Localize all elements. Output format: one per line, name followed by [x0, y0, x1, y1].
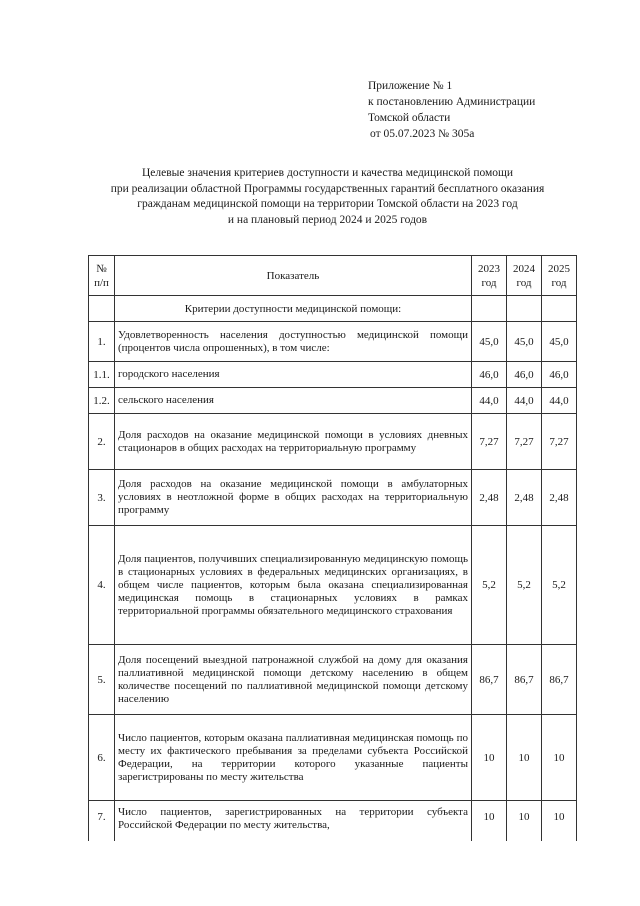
section-empty-cell — [472, 296, 507, 322]
row-value-2025: 10 — [542, 715, 577, 801]
table-row — [89, 715, 577, 801]
row-indicator: Удовлетворенность населения доступностью медицинской помощи (процентов числа опрошенных), в том числе: — [115, 322, 472, 362]
row-num: 1.1. — [89, 362, 115, 388]
row-indicator: Доля пациентов, получивших специализированную медицинскую помощь в стационарных условиях в федеральных медицинских организациях, в общем числе пациентов, которым была оказана специализированная медицинская помощь в стационарных условиях в рамках территориальной программы обязательного медицинского страхования — [115, 526, 472, 645]
header-num: № п/п — [89, 256, 115, 296]
row-value-2024: 2,48 — [507, 470, 542, 526]
table-row — [89, 322, 577, 362]
row-num: 3. — [89, 470, 115, 526]
appendix-line: Приложение № 1 — [368, 80, 453, 92]
appendix-line: Томской области — [368, 112, 451, 124]
row-value-2024: 10 — [507, 715, 542, 801]
row-value-2023: 46,0 — [472, 362, 507, 388]
row-value-2023: 44,0 — [472, 388, 507, 414]
table-row — [89, 362, 577, 388]
row-value-2023: 2,48 — [472, 470, 507, 526]
header-indicator: Показатель — [115, 256, 472, 296]
row-indicator: Доля расходов на оказание медицинской помощи в условиях дневных стационаров в общих расходах на территориальную программу — [115, 414, 472, 470]
row-indicator: Число пациентов, которым оказана паллиативная медицинская помощь по месту их фактического пребывания за пределами субъекта Российской Федерации, на территории которого указанные пациенты зарегистрированы по месту жительства — [115, 715, 472, 801]
table-row — [89, 645, 577, 715]
row-value-2025: 5,2 — [542, 526, 577, 645]
appendix-line: к постановлению Администрации — [368, 96, 536, 108]
table-row — [89, 526, 577, 645]
row-value-2024: 46,0 — [507, 362, 542, 388]
row-value-2025: 7,27 — [542, 414, 577, 470]
table-row — [89, 414, 577, 470]
row-value-2024: 45,0 — [507, 322, 542, 362]
row-indicator: Доля посещений выездной патронажной службой на дому для оказания паллиативной медицинской помощи детскому населению в общем количестве посещений по паллиативной медицинской помощи детскому населению — [115, 645, 472, 715]
section-title: Критерии доступности медицинской помощи: — [115, 296, 472, 322]
section-row — [89, 296, 577, 322]
row-num: 1. — [89, 322, 115, 362]
row-value-2024: 86,7 — [507, 645, 542, 715]
header-2023: 2023 год — [472, 256, 507, 296]
appendix-line: от 05.07.2023 № 305а — [370, 128, 475, 140]
title-line: гражданам медицинской помощи на территории Томской области на 2023 год — [137, 198, 518, 210]
criteria-table — [88, 255, 577, 841]
row-value-2023: 10 — [472, 715, 507, 801]
section-empty-cell — [542, 296, 577, 322]
row-value-2024: 5,2 — [507, 526, 542, 645]
row-num: 6. — [89, 715, 115, 801]
row-value-2023: 5,2 — [472, 526, 507, 645]
row-value-2024: 10 — [507, 801, 542, 841]
row-value-2025: 10 — [542, 801, 577, 841]
row-value-2023: 10 — [472, 801, 507, 841]
section-empty-cell — [507, 296, 542, 322]
row-indicator: Число пациентов, зарегистрированных на территории субъекта Российской Федерации по месту жительства, — [115, 801, 472, 841]
table-row — [89, 388, 577, 414]
row-value-2025: 45,0 — [542, 322, 577, 362]
row-num: 4. — [89, 526, 115, 645]
row-indicator: сельского населения — [115, 388, 472, 414]
row-num: 7. — [89, 801, 115, 841]
row-num: 2. — [89, 414, 115, 470]
header-2024: 2024 год — [507, 256, 542, 296]
row-indicator: городского населения — [115, 362, 472, 388]
title-line: при реализации областной Программы государственных гарантий бесплатного оказания — [110, 182, 545, 195]
table-row — [89, 470, 577, 526]
section-empty-cell — [89, 296, 115, 322]
row-value-2024: 7,27 — [507, 414, 542, 470]
row-num: 1.2. — [89, 388, 115, 414]
document-title — [80, 166, 575, 228]
title-line: и на плановый период 2024 и 2025 годов — [227, 213, 428, 226]
row-value-2025: 86,7 — [542, 645, 577, 715]
row-value-2024: 44,0 — [507, 388, 542, 414]
title-line: Целевые значения критериев доступности и качества медицинской помощи — [141, 167, 514, 179]
row-value-2023: 7,27 — [472, 414, 507, 470]
header-2025: 2025 год — [542, 256, 577, 296]
appendix-block — [368, 78, 535, 142]
row-indicator: Доля расходов на оказание медицинской помощи в амбулаторных условиях в неотложной форме в общих расходах на территориальную программу — [115, 470, 472, 526]
table-header-row — [89, 256, 577, 296]
row-value-2023: 45,0 — [472, 322, 507, 362]
table-row — [89, 801, 577, 841]
row-value-2023: 86,7 — [472, 645, 507, 715]
row-value-2025: 2,48 — [542, 470, 577, 526]
row-num: 5. — [89, 645, 115, 715]
row-value-2025: 46,0 — [542, 362, 577, 388]
row-value-2025: 44,0 — [542, 388, 577, 414]
